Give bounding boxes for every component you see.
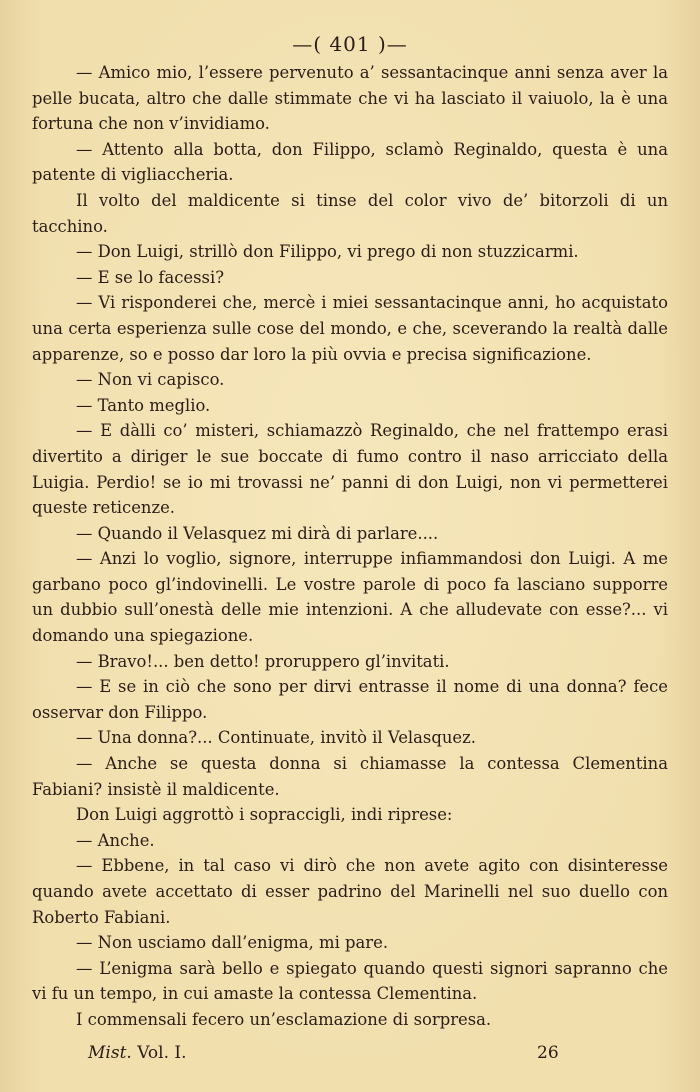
paragraph: — Bravo!... ben detto! proruppero gl’invitati. [76, 651, 450, 671]
folio-number: 26 [537, 1043, 559, 1063]
page-number-header: —( 401 )— [292, 32, 408, 56]
paragraph: — E dàlli co’ misteri, schiamazzò Reginaldo, che nel frattempo erasi divertito a diriger le sue boccate di fumo contro il naso arricciato della Luigia. Perdio! se io mi trovassi ne’ panni di don Luigi, non vi permetterei queste reticenze. [32, 421, 668, 518]
paragraph: — Anche. [76, 830, 155, 850]
paragraph: — E se in ciò che sono per dirvi entrasse il nome di una donna? fece osservar don Filippo. [32, 677, 668, 722]
paragraph: — Non vi capisco. [76, 370, 225, 390]
signature-mark [88, 1043, 187, 1063]
paragraph: I commensali fecero un’esclamazione di sorpresa. [76, 1009, 492, 1029]
paragraph: — Amico mio, l’essere pervenuto a’ sessantacinque anni senza aver la pelle bucata, altro che dalle stimmate che vi ha lasciato il vaiuolo, la è una fortuna che non v’invidiamo. [32, 63, 668, 134]
paragraph: — Anche se questa donna si chiamasse la contessa Clementina Fabiani? insistè il maldicente. [32, 754, 668, 799]
paragraph: — E se lo facessi? [76, 267, 224, 287]
paragraph: — Non usciamo dall’enigma, mi pare. [76, 933, 389, 953]
signature-abbr: Mist. [88, 1043, 132, 1063]
paragraph: — Attento alla botta, don Filippo, sclamò Reginaldo, questa è una patente di vigliaccheria. [32, 139, 668, 185]
paragraph: Il volto del maldicente si tinse del color vivo de’ bitorzoli di un tacchino. [32, 190, 668, 236]
body-text [32, 60, 668, 1033]
paragraph: — Anzi lo voglio, signore, interruppe infiammandosi don Luigi. A me garbano poco gl’indovinelli. Le vostre parole di poco fa lasciano supporre un dubbio sull’onestà delle mie intenzioni. A che alludevate con esse?... vi domando una spiegazione. [32, 549, 668, 646]
paragraph: — Tanto meglio. [76, 395, 211, 415]
page-footer [0, 1043, 700, 1071]
paragraph: — L’enigma sarà bello e spiegato quando questi signori sapranno che vi fu un tempo, in cui amaste la contessa Clementina. [32, 958, 668, 1004]
paragraph: Don Luigi aggrottò i sopraccigli, indi riprese: [76, 805, 453, 825]
paragraph: — Ebbene, in tal caso vi dirò che non avete agito con disinteresse quando avete accettato di esser padrino del Marinelli nel suo duello con Roberto Fabiani. [32, 856, 668, 927]
paragraph: — Una donna?... Continuate, invitò il Velasquez. [76, 728, 476, 748]
paragraph: — Quando il Velasquez mi dirà di parlare.... [76, 523, 439, 543]
paragraph: — Vi risponderei che, mercè i miei sessantacinque anni, ho acquistato una certa esperienza sulle cose del mondo, e che, sceverando la realtà dalle apparenze, so e posso dar loro la più ovvia e precisa significazione. [32, 293, 668, 364]
signature-volume: Vol. I. [137, 1043, 187, 1063]
paragraph: — Don Luigi, strillò don Filippo, vi prego di non stuzzicarmi. [76, 242, 579, 262]
